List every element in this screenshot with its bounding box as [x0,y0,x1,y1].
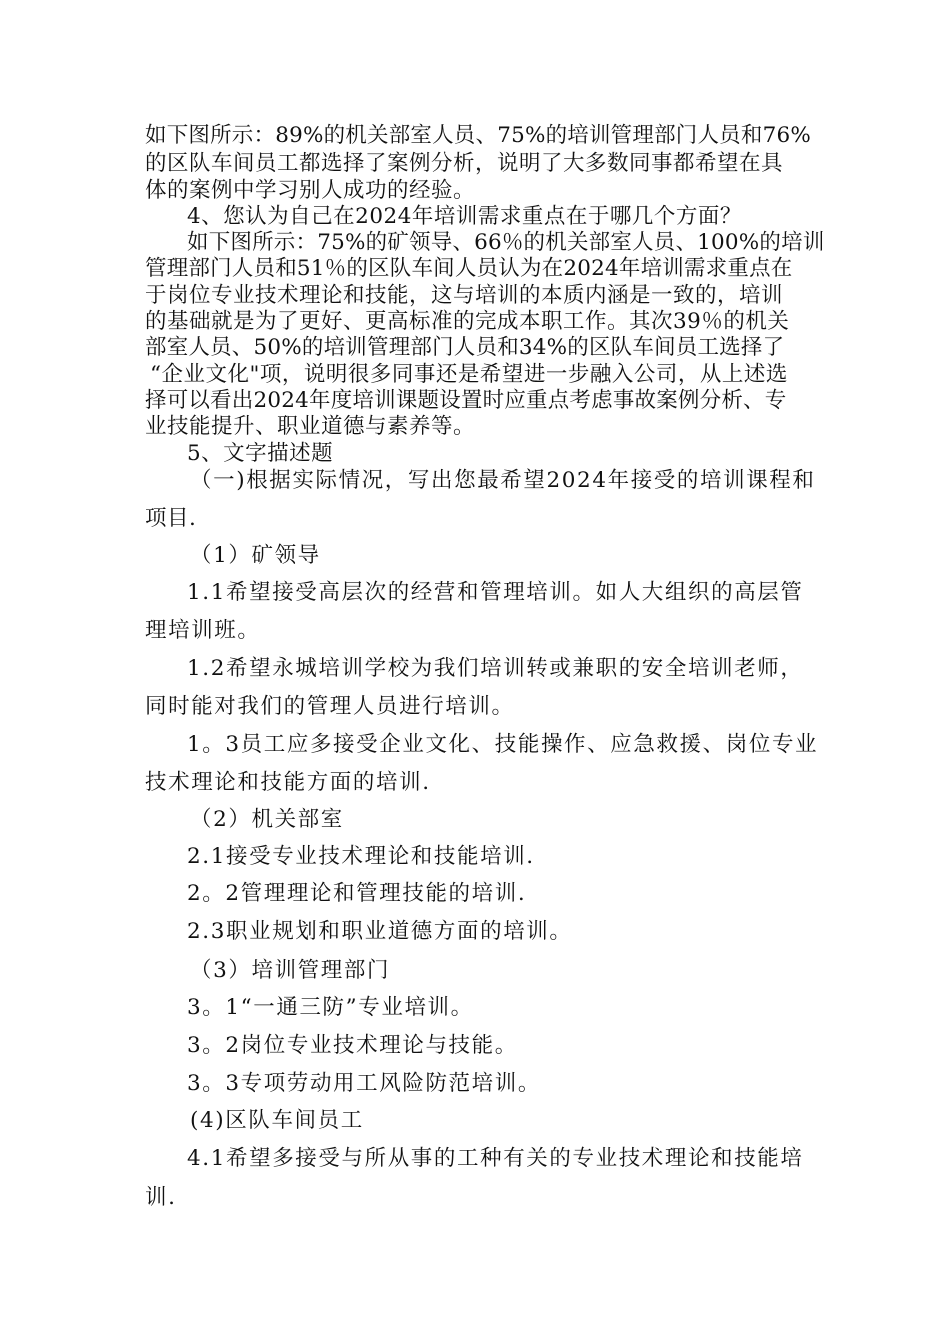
paragraph-line: 的区队车间员工都选择了案例分析，说明了大多数同事都希望在具 [145,151,784,176]
group-heading: (4)区队车间员工 [190,1108,364,1133]
paragraph-line: 的基础就是为了更好、更高标准的完成本职工作。其次39％的机关 [145,309,790,334]
subsection-heading: （一)根据实际情况，写出您最希望2024年接受的培训课程和 [190,468,816,493]
list-item: 2.1接受专业技术理论和技能培训. [187,844,535,869]
question-heading: 4、您认为自己在2024年培训需求重点在于哪几个方面？ [187,204,742,229]
list-item-continued: 训. [145,1185,177,1210]
paragraph-line: 如下图所示：75%的矿领导、66％的机关部室人员、100%的培训 [187,230,825,255]
paragraph-line: 部室人员、50%的培训管理部门人员和34%的区队车间员工选择了 [145,335,785,360]
paragraph-line: 管理部门人员和51％的区队车间人员认为在2024年培训需求重点在 [145,256,793,281]
list-item: 1.1希望接受高层次的经营和管理培训。如人大组织的高层管 [187,580,804,605]
list-item: 3。2岗位专业技术理论与技能。 [187,1033,518,1058]
list-item-continued: 同时能对我们的管理人员进行培训。 [145,694,515,719]
list-item: 4.1希望多接受与所从事的工种有关的专业技术理论和技能培 [187,1146,804,1171]
paragraph-line: 择可以看出2024年度培训课题设置时应重点考虑事故案例分析、专 [145,388,787,413]
paragraph-line: 如下图所示：89%的机关部室人员、75%的培训管理部门人员和76% [145,123,811,148]
list-item: 1。3员工应多接受企业文化、技能操作、应急救援、岗位专业 [187,732,819,757]
paragraph-line: 于岗位专业技术理论和技能，这与培训的本质内涵是一致的，培训 [145,283,784,308]
list-item: 3。1“一通三防”专业培训。 [187,995,474,1020]
list-item: 2。2管理理论和管理技能的培训. [187,881,527,906]
paragraph-line: 项目. [145,506,197,531]
list-item: 1.2希望永城培训学校为我们培训转或兼职的安全培训老师， [187,656,804,681]
list-item-continued: 技术理论和技能方面的培训. [145,770,431,795]
paragraph-line: 体的案例中学习别人成功的经验。 [145,178,476,203]
group-heading: （2）机关部室 [190,807,344,832]
list-item: 2.3职业规划和职业道德方面的培训。 [187,919,573,944]
paragraph-line: “企业文化"项，说明很多同事还是希望进一步融入公司，从上述选 [150,362,788,387]
group-heading: （1）矿领导 [190,543,321,568]
group-heading: （3）培训管理部门 [190,958,391,983]
list-item: 3。3专项劳动用工风险防范培训。 [187,1071,541,1096]
paragraph-line: 业技能提升、职业道德与素养等。 [145,414,476,439]
list-item-continued: 理培训班。 [145,618,261,643]
section-heading: 5、文字描述题 [187,441,334,466]
